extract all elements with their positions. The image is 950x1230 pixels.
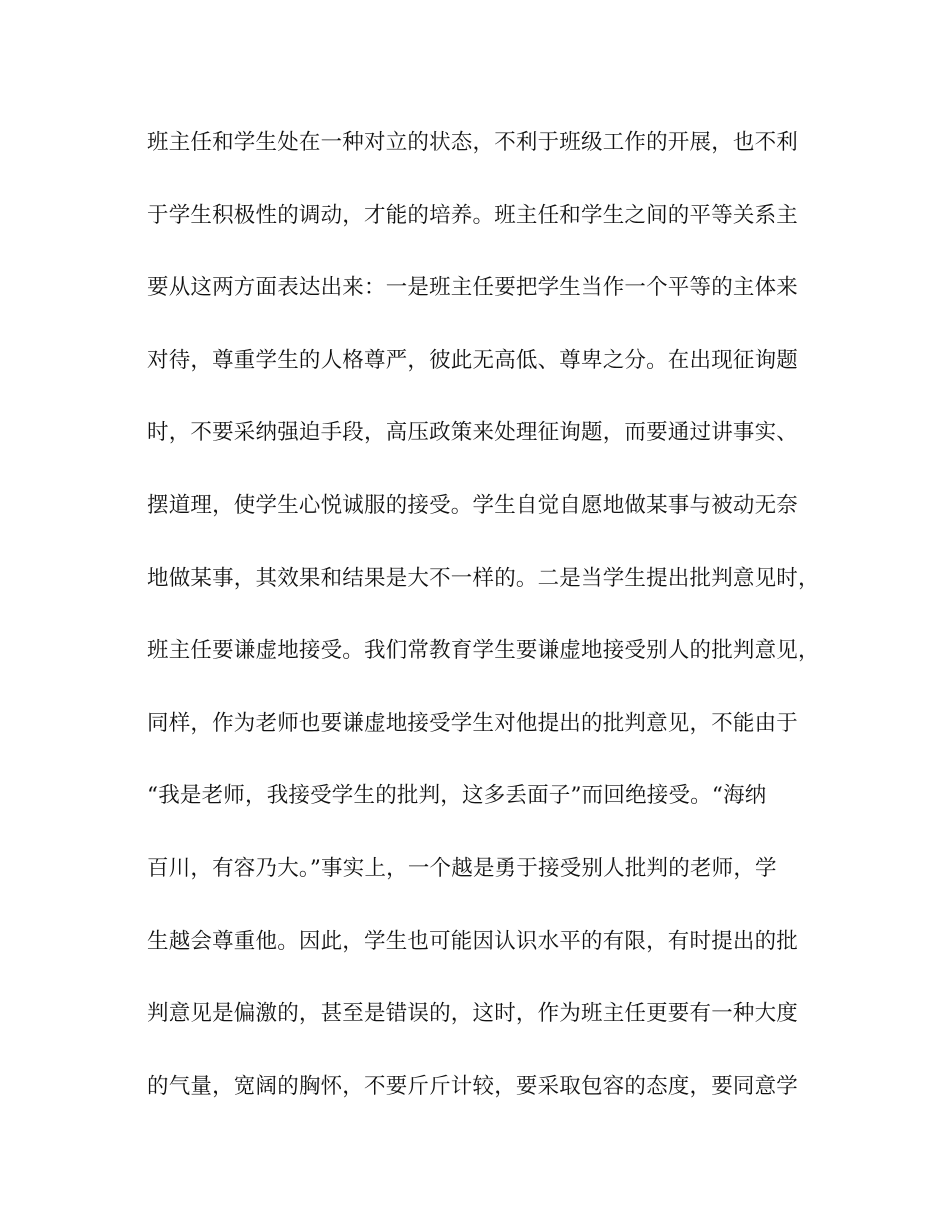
text-line: 判意见是偏激的，甚至是错误的，这时，作为班主任更要有一种大度 (147, 1001, 799, 1027)
text-line: 同样，作为老师也要谦虚地接受学生对他提出的批判意见，不能由于 (147, 710, 799, 736)
text-line: 百川，有容乃大。”事实上，一个越是勇于接受别人批判的老师，学 (147, 855, 777, 881)
text-line: 摆道理，使学生心悦诚服的接受。学生自觉自愿地做某事与被动无奈 (147, 492, 799, 518)
text-line: 时，不要采纳强迫手段，高压政策来处理征询题，而要通过讲事实、 (147, 420, 799, 446)
body-paragraph (147, 125, 820, 1141)
text-line: 的气量，宽阔的胸怀，不要斤斤计较，要采取包容的态度，要同意学 (147, 1073, 799, 1099)
text-line: 班主任要谦虚地接受。我们常教育学生要谦虚地接受别人的批判意见， (147, 638, 820, 664)
text-line: 班主任和学生处在一种对立的状态，不利于班级工作的开展，也不利 (147, 130, 799, 155)
text-line: 要从这两方面表达出来：一是班主任要把学生当作一个平等的主体来 (147, 275, 799, 301)
text-line: 于学生积极性的调动，才能的培养。班主任和学生之间的平等关系主 (147, 202, 799, 228)
text-line: 对待，尊重学生的人格尊严，彼此无高低、尊卑之分。在出现征询题 (147, 347, 799, 373)
text-line: 地做某事，其效果和结果是大不一样的。二是当学生提出批判意见时， (147, 565, 820, 591)
text-line: 生越会尊重他。因此，学生也可能因认识水平的有限，有时提出的批 (147, 928, 799, 954)
text-line: “我是老师，我接受学生的批判，这多丢面子”而回绝接受。“海纳 (147, 783, 767, 809)
